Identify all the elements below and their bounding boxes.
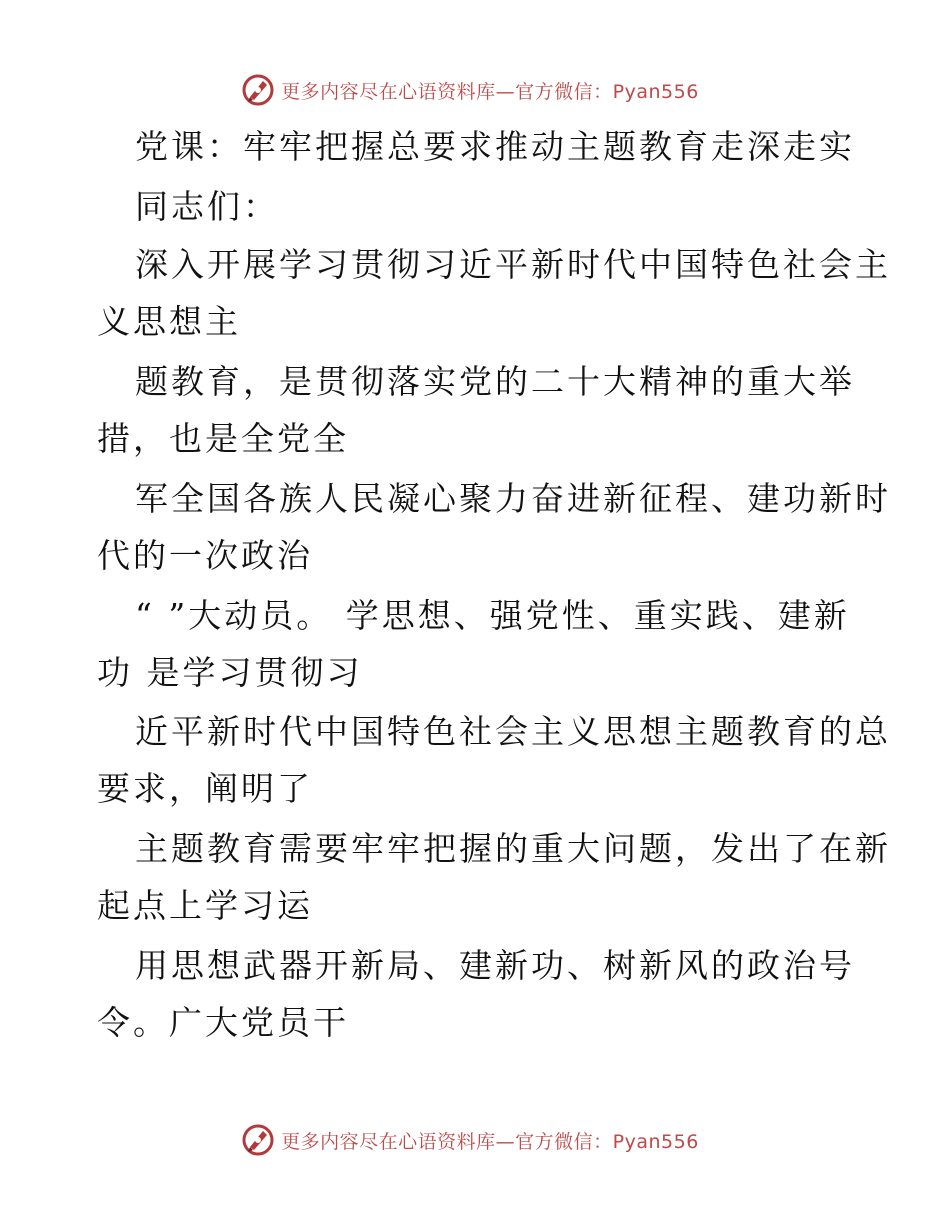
- paragraph-line: 主题教育需要牢牢把握的重大问题，发出了在新: [135, 829, 891, 868]
- paragraph-line: 功 是学习贯彻习: [97, 653, 363, 692]
- paragraph-line: 同志们：: [135, 187, 279, 226]
- watermark-text: 更多内容尽在心语资料库—官方微信：Pyan556: [281, 80, 699, 103]
- paragraph-line: 起点上学习运: [97, 886, 313, 925]
- paragraph-line: 题教育，是贯彻落实党的二十大精神的重大举: [135, 362, 855, 401]
- paragraph-line: 用思想武器开新局、建新功、树新风的政治号: [135, 946, 855, 985]
- paragraph-line: 代的一次政治: [97, 536, 313, 575]
- paragraph-line: “ ”大动员。 学思想、强党性、重实践、建新: [135, 596, 850, 635]
- document-title: 党课：牢牢把握总要求推动主题教育走深走实: [135, 127, 855, 166]
- paragraph-line: 义思想主: [97, 302, 241, 341]
- paragraph-line: 令。广大党员干: [97, 1003, 349, 1042]
- paragraph-line: 近平新时代中国特色社会主义思想主题教育的总: [135, 712, 891, 751]
- pen-logo-icon: [241, 1123, 275, 1157]
- paragraph-line: 要求，阐明了: [97, 769, 313, 808]
- paragraph-line: 深入开展学习贯彻习近平新时代中国特色社会主: [135, 245, 891, 284]
- paragraph-line: 军全国各族人民凝心聚力奋进新征程、建功新时: [135, 479, 891, 518]
- footer-watermark: [0, 1120, 950, 1160]
- watermark-text: 更多内容尽在心语资料库—官方微信：Pyan556: [281, 1130, 699, 1153]
- paragraph-line: 措，也是全党全: [97, 419, 349, 458]
